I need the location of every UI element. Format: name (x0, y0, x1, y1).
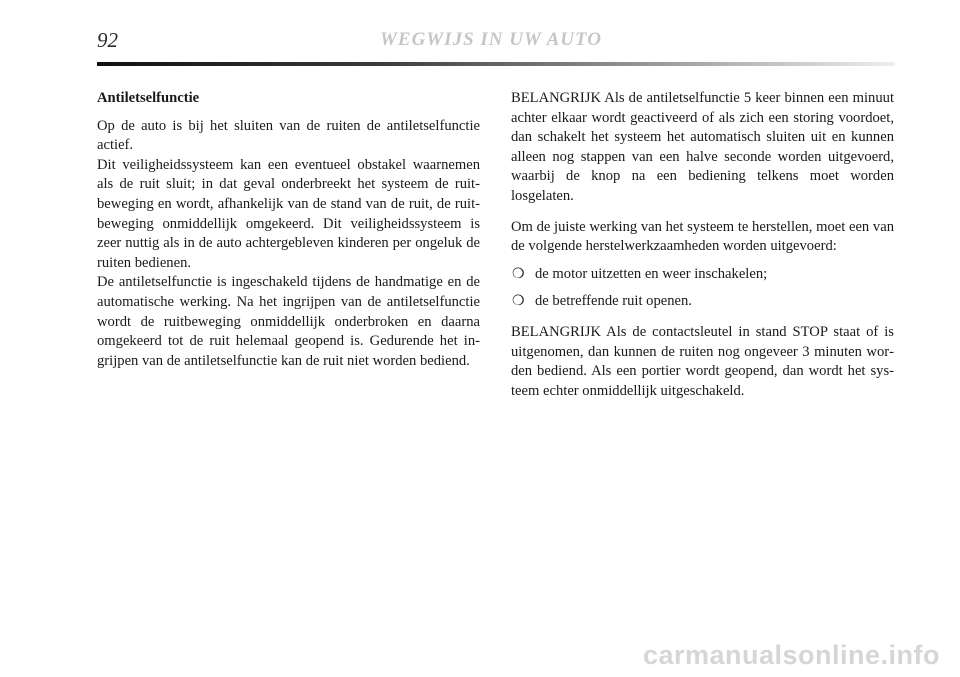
list-item-text: de betreffende ruit openen. (535, 293, 692, 310)
restore-intro: Om de juiste werking van het systeem te herstellen, moet een van de volgende herstelwerkzaamheden worden uitgevoerd: (511, 218, 894, 255)
watermark: carmanualsonline.info (642, 640, 940, 670)
list-item-text: de motor uitzetten en weer inschakelen; (535, 265, 768, 282)
paragraph: De antiletselfunctie is ingeschakeld tijdens de handmatige en de automatische werking. Na het ingrijpen van de antiletselfunctie wordt de ruitbeweging onmiddellijk onderbroken en daarna omgekeerd tot de ruit helemaal geopend is. Gedurende het ingrijpen van de antiletselfunctie kan de ruit niet worden bediend. (97, 274, 480, 369)
list-item (511, 265, 894, 285)
page-number: 92 (97, 28, 118, 52)
bullet-list (511, 265, 894, 312)
paragraph: Dit veiligheidssysteem kan een eventueel obstakel waarnemen als de ruit sluit; in dat geval onderbreekt het systeem de ruitbeweging en wordt, afhankelijk van de stand van de ruit, de ruitbeweging onmiddellijk omgekeerd. Dit veiligheidssysteem is zeer nuttig als in de auto achtergebleven kinderen per ongeluk de ruiten bedienen. (97, 156, 480, 271)
header-rule (97, 62, 895, 66)
running-title: WEGWIJS IN UW AUTO (380, 29, 602, 50)
paragraph: Op de auto is bij het sluiten van de ruiten de antiletselfunctie actief. (97, 117, 480, 154)
important-note-1: BELANGRIJK Als de antiletselfunctie 5 keer binnen een minuut achter elkaar wordt geactiveerd of als zich een storing voordoet, dan schakelt het systeem het automatisch sluiten uit en kunnen alleen nog stappen van een halve seconde worden uitgevoerd, waarbij de knop na een bediening telkens moet worden losgelaten. (511, 90, 894, 204)
section-heading: Antiletselfunctie (97, 90, 200, 106)
circle-bullet-icon: ❍ (512, 294, 525, 310)
important-note-2: BELANGRIJK Als de contactsleutel in stand STOP staat of is uitgenomen, dan kunnen de ruiten nog ongeveer 3 minuten worden bediend. Als een portier wordt geopend, dan wordt het systeem echter onmiddellijk uitgeschakeld. (511, 323, 894, 399)
list-item (511, 292, 894, 312)
left-column (97, 89, 480, 371)
right-column (511, 89, 894, 401)
circle-bullet-icon: ❍ (512, 266, 525, 282)
